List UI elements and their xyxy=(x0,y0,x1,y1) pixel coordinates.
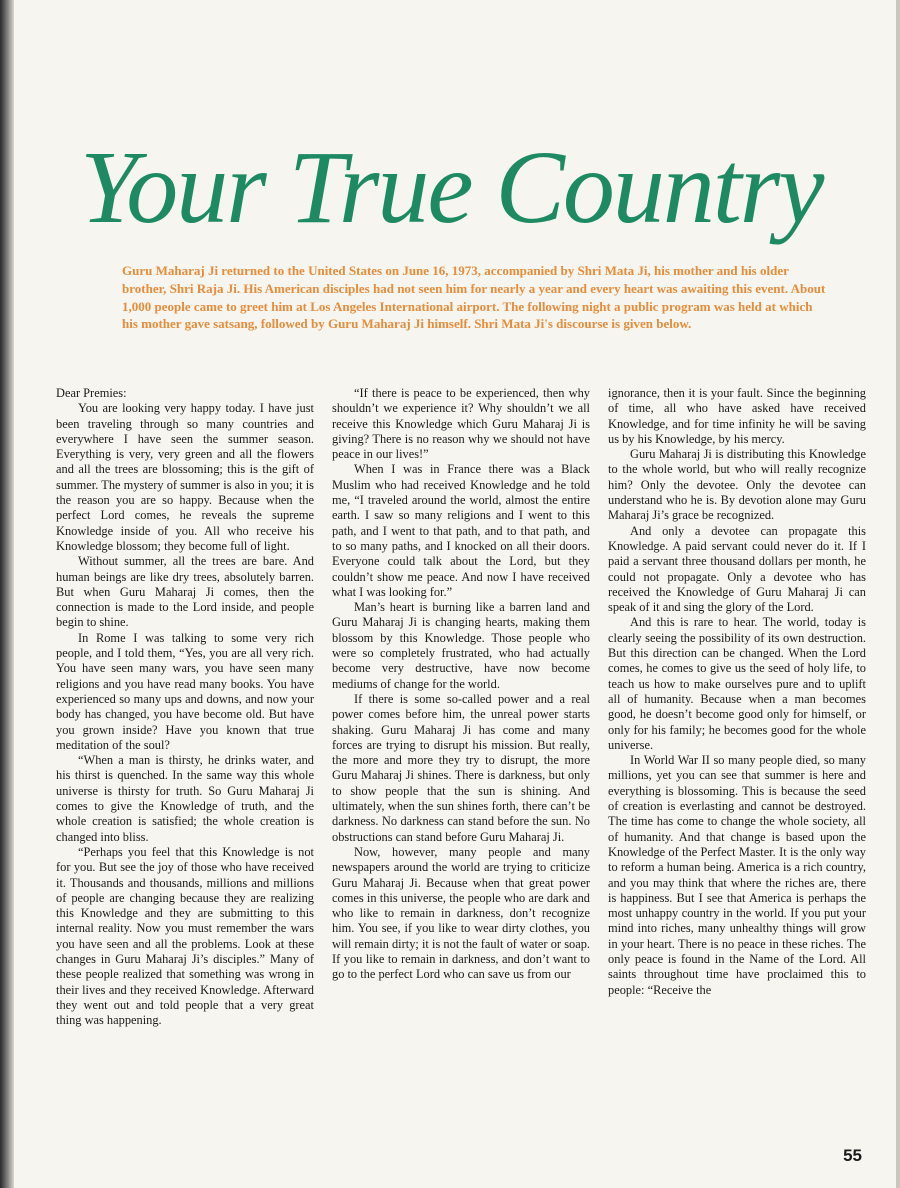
paragraph: And this is rare to hear. The world, today is clearly seeing the possibility of its own destruction. But this direction can be changed. When the Lord comes, he comes to give us the seed of holy life, to teach us how to make ourselves pure and to uplift all of humanity. Because when a man becomes good, he doesn’t become good only for himself, or only for his family; he becomes good for the whole universe. xyxy=(608,615,866,752)
paragraph: You are looking very happy today. I have just been traveling through so many countries and everywhere I have seen the summer season. Everything is very, very green and all the flowers and all the trees are blossoming; this is the gift of summer. The mystery of summer is also in you; it is the reason you are so happy. Because when the perfect Lord comes, he reveals the supreme Knowledge inside of you. All who receive his Knowledge blossom; they become full of light. xyxy=(56,401,314,553)
paragraph: Guru Maharaj Ji is distributing this Knowledge to the whole world, but who will really recognize him? Only the devotee. Only the devotee can understand who he is. By devotion alone may Guru Maharaj Ji’s grace be recognized. xyxy=(608,447,866,523)
binding-spine xyxy=(0,0,14,1188)
article-title: Your True Country xyxy=(80,130,823,245)
salutation: Dear Premies: xyxy=(56,386,127,400)
paragraph: Without summer, all the trees are bare. And human beings are like dry trees, absolutely barren. But when Guru Maharaj Ji comes, then the connection is made to the Lord inside, and people begin to shine. xyxy=(56,554,314,630)
paragraph: “Perhaps you feel that this Knowledge is not for you. But see the joy of those who have received it. Thousands and thousands, millions and millions of people are changing because they are realizing this Knowledge and they are submitting to this internal reality. Now you must remember the wars you have seen and all the problems. Look at these changes in Guru Maharaj Ji’s disciples.” Many of these people realized that something was wrong in their lives and they received Knowledge. Afterward they went out and told people that a very great thing was happening. xyxy=(56,844,314,1028)
paragraph: “If there is peace to be experienced, then why shouldn’t we experience it? Why shouldn’t we all receive this Knowledge which Guru Maharaj Ji is giving? There is no reason why we should not have peace in our lives!” xyxy=(332,386,590,462)
text-column-2 xyxy=(332,386,590,1131)
text-column-1 xyxy=(56,386,314,1131)
paragraph: “When a man is thirsty, he drinks water, and his thirst is quenched. In the same way this whole universe is thirsty for truth. So Guru Maharaj Ji comes to give the Knowledge of truth, and the whole creation is satisfied; the whole creation is changed into bliss. xyxy=(56,753,314,844)
paragraph: When I was in France there was a Black Muslim who had received Knowledge and he told me, “I traveled around the world, almost the entire earth. I saw so many religions and I went to this path, and I went to that path, and to that path, and to so many paths, and I knocked on all their doors. Everyone could talk about the Lord, but they couldn’t show me peace. And now I have received what I was looking for.” xyxy=(332,462,590,599)
page-edge xyxy=(896,0,900,1188)
page-number: 55 xyxy=(843,1146,862,1165)
paragraph: In World War II so many people died, so many millions, yet you can see that summer is here and everything is blossoming. This is because the seed of creation is everlasting and cannot be destroyed. The time has come to change the whole society, all of humanity. And that change is based upon the Knowledge of the Perfect Master. It is the only way to reform a human being. America is a rich country, and you may think that where the riches are, there is happiness. But I see that America is perhaps the most unhappy country in the world. If you put your mind into riches, many unhealthy things will grow in your heart. There is no peace in these riches. The only peace is found in the Name of the Lord. All saints throughout time have proclaimed this to people: “Receive the xyxy=(608,753,866,997)
paragraph: If there is some so-called power and a real power comes before him, the unreal power starts shaking. Guru Maharaj Ji has come and many forces are trying to disrupt his mission. But really, the more and more they try to disrupt, the more Guru Maharaj Ji shines. There is darkness, but only to show people that the sun is shining. And ultimately, when the sun shines forth, there can’t be darkness. No darkness can stand before the sun. No obstructions can stand before Guru Maharaj Ji. xyxy=(332,691,590,844)
article-intro: Guru Maharaj Ji returned to the United States on June 16, 1973, accompanied by Shri Mata Ji, his mother and his older brother, Shri Raja Ji. His American disciples had not seen him for nearly a year and every heart was awaiting this event. About 1,000 people came to greet him at Los Angeles International airport. The following night a public program was held at which his mother gave satsang, followed by Guru Maharaj Ji himself. Shri Mata Ji's discourse is given below. xyxy=(122,263,826,332)
paragraph: In Rome I was talking to some very rich people, and I told them, “Yes, you are all very rich. You have seen many wars, you have seen many religions and you have read many books. You have experienced so many ups and downs, and now your body has changed, you have become old. But have you grown inside? Have you known that true meditation of the soul? xyxy=(56,630,314,752)
paragraph-continued: ignorance, then it is your fault. Since the beginning of time, all who have asked have received Knowledge, and for time infinity he will be saving us by his Knowledge, by his mercy. xyxy=(608,386,866,446)
text-column-3 xyxy=(608,386,866,1131)
article-body xyxy=(56,386,866,1131)
paragraph: Now, however, many people and many newspapers around the world are trying to criticize Guru Maharaj Ji. Because when that great power comes in this universe, the people who are dark and who like to remain in darkness, don’t recognize him. You see, if you like to wear dirty clothes, you will remain dirty; it is not the fault of water or soap. If you like to remain in darkness, and don’t want to go to the perfect Lord who can save us from our xyxy=(332,844,590,982)
paragraph: Man’s heart is burning like a barren land and Guru Maharaj Ji is changing hearts, making them blossom by this Knowledge. Those people who were so completely frustrated, who had actually become very destructive, have now become mediums of change for the world. xyxy=(332,600,590,691)
paragraph: And only a devotee can propagate this Knowledge. A paid servant could never do it. If I paid a servant three thousand dollars per month, he could not propagate. Only a devotee who has received the Knowledge of Guru Maharaj Ji can speak of it and sing the glory of the Lord. xyxy=(608,523,866,615)
